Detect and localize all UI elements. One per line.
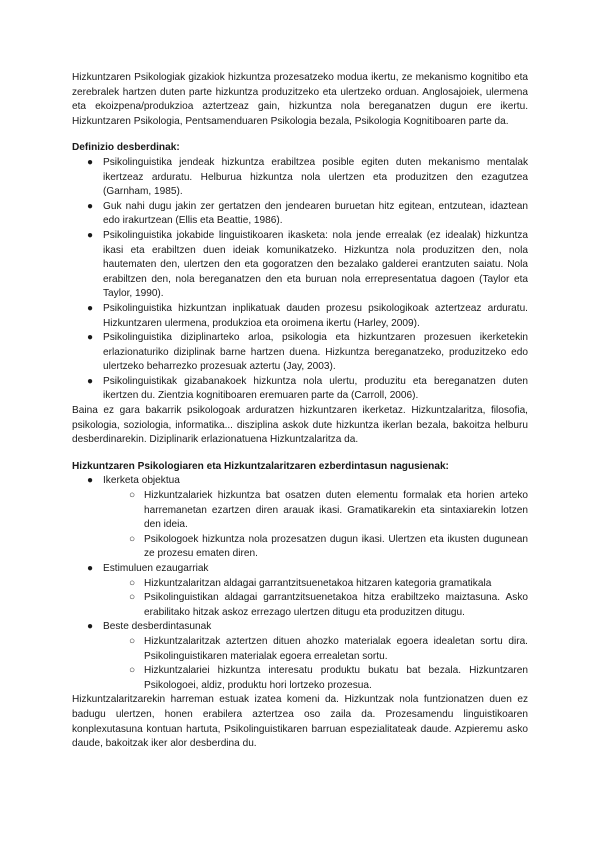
list-item — [72, 620, 528, 635]
sublist — [72, 489, 528, 562]
bullet-icon: ● — [86, 302, 94, 314]
circle-bullet-icon: ○ — [128, 592, 136, 604]
bullet-icon: ● — [86, 475, 94, 487]
bridge-paragraph: Baina ez gara bakarrik psikologoak arduratzen hizkuntzaren ikerketaz. Hizkuntzalaritza, filosofia, psikologia, soziologia, informatika... disziplina askok dute hizkuntza ikerlan bezala, bakoitza helburu desberdinarekin. Diziplinarik erlazionatuena Hizkuntzalaritza da. — [72, 405, 528, 446]
differences-list — [72, 620, 528, 635]
differences-list — [72, 474, 528, 489]
bullet-icon: ● — [86, 229, 94, 241]
circle-bullet-icon: ○ — [128, 490, 136, 502]
circle-bullet-icon: ○ — [128, 635, 136, 647]
list-item: ● Psikolinguistika hizkuntzan inplikatuak dauden prozesu psikologikoak aztertzeaz arduratu. Hizkuntzaren ulermena, produkzioa eta oroimena ikertu (Harley, 2009). — [86, 302, 528, 329]
intro-paragraph: Hizkuntzaren Psikologiak gizakiok hizkuntza prozesatzeko modua ikertu, ze mekanismo kognitibo eta zerebralek hartzen duten parte hizkuntza produzitzeko eta ulertzeko orduan. Anglosajoiek, ulermena eta ekoizpena/produkzioa aztertzeaz gain, hizkuntza nola bereganatzen dugun ere ikertu. Hizkuntzaren Psikologia, Pentsamenduaren Psikologia bezala, Psikologia Kognitiboaren parte da. — [72, 72, 528, 127]
spacer — [72, 448, 528, 460]
list-item: ● Psikolinguistikak gizabanakoek hizkuntza nola ulertu, produzitu eta bereganatzen duten ikertzen du. Zientzia kognitiboaren eremuaren parte da (Carroll, 2006). — [86, 375, 528, 402]
list-item: ● Psikolinguistika jendeak hizkuntza erabiltzea posible egiten duten mekanismo mentalak ikertzeaz arduratu. Helburua hizkuntza nola ulertzen eta produzitzen den ezagutzea (Garnham, 1985). — [86, 156, 528, 198]
list-item: ○ Hizkuntzalaritzan aldagai garrantzitsuenetakoa hitzaren kategoria gramatikala — [72, 577, 528, 592]
definitions-heading: Definizio desberdinak: — [72, 142, 180, 154]
list-item: ○ Hizkuntzalariek hizkuntza bat osatzen duten elementu formalak eta horien arteko harremanetan ezartzen diren arauak ikasi. Gramatikarekin eta sintaxiarekin lotzen den ideia. — [128, 490, 528, 531]
sublist — [72, 635, 528, 693]
bullet-icon: ● — [86, 200, 94, 212]
spacer — [72, 129, 528, 141]
list-item: ● Guk nahi dugu jakin zer gertatzen den jendearen buruetan hitz egitean, entzutean, idaztean edo irakurtzean (Ellis eta Beattie, 1986). — [86, 200, 528, 227]
definitions-list — [72, 156, 528, 404]
list-item: ○ Psikolinguistikan aldagai garrantzitsuenetakoa hitza erabiltzeko maiztasuna. Asko erabilitako hitzak askoz errezago ulertzen ditugu eta produzitzen ditugu. — [128, 592, 528, 618]
list-item: ○ Psikologoek hizkuntza nola prozesatzen dugun ikasi. Ulertzen eta ikusten dugunean ze prozesu ematen diren. — [128, 533, 528, 560]
bullet-icon: ● — [86, 621, 94, 633]
differences-list — [72, 562, 528, 577]
list-item: ○ Hizkuntzalaritzak aztertzen dituen ahozko materialak egoera idealetan sortu dira. Psikolinguistikaren materialak egoera errealetan sortu. — [128, 635, 528, 662]
bullet-icon: ● — [86, 332, 94, 344]
bullet-icon: ● — [86, 375, 94, 387]
group-label: Estimuluen ezaugarriak — [103, 563, 209, 574]
differences-heading: Hizkuntzaren Psikologiaren eta Hizkuntzalaritzaren ezberdintasun nagusienak: — [72, 460, 449, 472]
circle-bullet-icon: ○ — [128, 665, 136, 677]
group-label: Beste desberdintasunak — [103, 621, 212, 633]
list-item: ● Psikolinguistika diziplinarteko arloa, psikologia eta hizkuntzaren prozesuen ikerketekin erlazionaturiko diziplinak barne hartzen duena. Hizkuntza bereganatzeko, produzitzeko edo ulertzeko beharrezko prozesuak aztertu (Jay, 2003). — [86, 332, 528, 373]
list-item — [72, 562, 528, 577]
list-item — [72, 474, 528, 489]
circle-bullet-icon: ○ — [128, 533, 136, 545]
list-item: ● Psikolinguistika jokabide linguistikoaren ikasketa: nola jende errealak (ez idealak) hizkuntza ikasi eta erabiltzen duen ideiak komunikatzeko. Hizkuntza nola produzitzen den, nola hautematen den, ulertzen den eta gogoratzen den bezalako galderei erantzuten saiatu. Nola erabiltzen den, nola bereganatzen den eta buruan nola errepresentatua dagoen (Taylor eta Taylor, 1990). — [86, 229, 528, 300]
list-item: ○ Hizkuntzalariei hizkuntza interesatu produktu bukatu bat bezala. Hizkuntzaren Psikologoei, aldiz, produktu hori lortzeko prozesua. — [128, 665, 528, 691]
sublist — [72, 577, 528, 621]
group-label: Ikerketa objektua — [103, 475, 180, 487]
bullet-icon: ● — [86, 563, 94, 574]
circle-bullet-icon: ○ — [128, 577, 136, 589]
closing-paragraph: Hizkuntzalaritzarekin harreman estuak izatea komeni da. Hizkuntzak nola funtzionatzen duen ez badugu ulertzen, honen erabilera aztertzea oso zaila da. Prozesamendu linguistikoaren konplexutasuna kontuan hartuta, Psikolinguistikaren barruan espezialitateak daude. Azpieremu asko daude, bakoitzak iker alor desberdina du. — [72, 694, 528, 750]
bullet-icon: ● — [86, 156, 94, 168]
